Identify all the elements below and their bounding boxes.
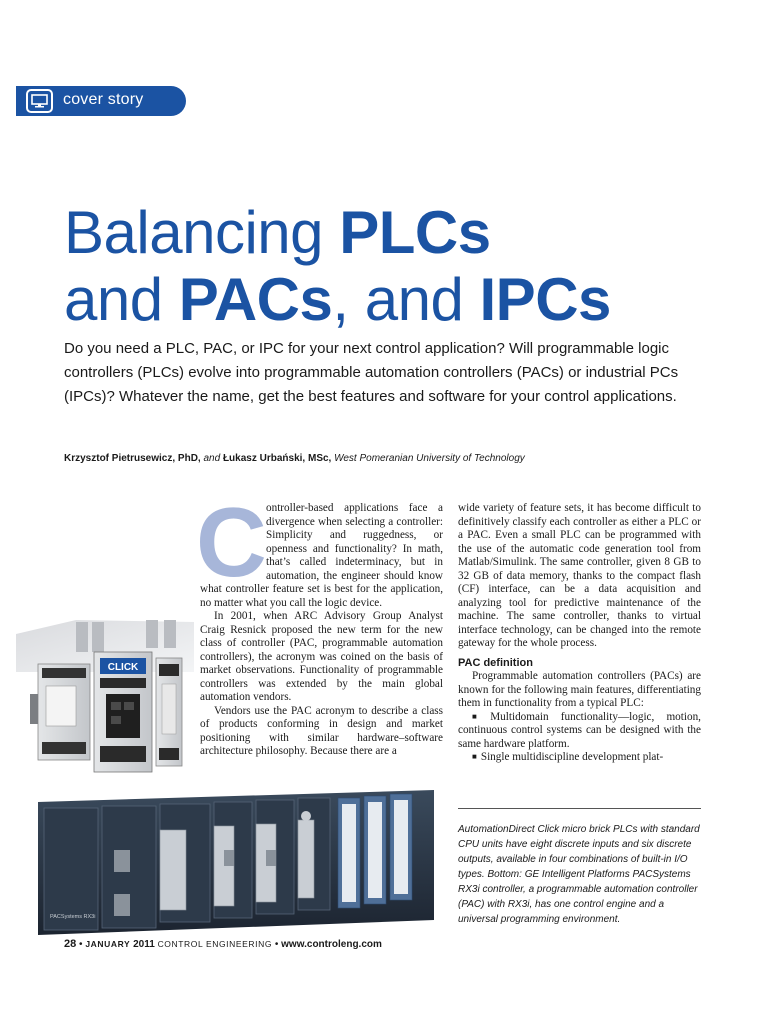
headline-light: and [64,266,179,333]
affiliation: West Pomeranian University of Technology [331,453,525,464]
drop-cap: C [196,487,267,597]
headline-line-1 [64,201,491,265]
issue-month: JANUARY [85,939,131,949]
paragraph: wide variety of feature sets, it has become difficult to definitively classify each controller as either a PLC or a PAC. Even a small PLC can be programmed with the use of the automatic code generation tool from Matlab/Simulink. The same controller, given 8 GB to 32 GB of data memory, thanks to the compact flash (CF) interface, can be a data acquisition and analyzing tool for predictive maintenance of the machine. The same controller, thanks to virtual interface technology, can be changed into the remote gateway for the whole process. [458,502,701,649]
headline-bold: PLCs [339,199,491,266]
issue-year: 2011 [133,939,155,950]
footer-separator: • [272,939,282,950]
subhead: PAC definition [458,656,533,669]
photo-caption: AutomationDirect Click micro brick PLCs with standard CPU units have eight discrete inputs and six discrete outputs, available in four combinations of built-in I/O types. Bottom: GE Intelligent Platforms PACSystems RX3i controller, a programmable automation controller (PAC) with RX3i, has one control engine and a universal programming environment. [458,824,700,925]
headline-bold: PACs [178,266,333,333]
section-tab [16,86,186,116]
magazine-name: CONTROL ENGINEERING [157,939,273,949]
website-url: www.controleng.com [281,939,382,950]
paragraph: Vendors use the PAC acronym to describe a class of products conforming in design and market positioning with similar hardware–software architecture philosophy. Because there are a [200,704,443,757]
byline-and: and [200,453,223,464]
paragraph: ontroller-based applications face a divergence when selecting a controller: Simplicity and ruggedness, or openness and functionality? In math, that’s called indeterminacy, but in automation, the engineer should know what controller feature set is best for the application, no matter what you call the logic device. [200,502,443,609]
ge-product-label: PACSystems RX3i [50,914,96,920]
bullet-item: ■ Single multidiscipline development plat- [458,751,701,765]
headline-light: , and [332,266,480,333]
headline-line-2 [64,268,611,332]
page-number: 28 [64,938,77,950]
bullet-item: ■ Multidomain functionality—logic, motion, continuous control systems can be designed with the same hardware platform. [458,711,701,752]
page-footer [64,938,382,950]
byline [64,453,525,464]
caption-divider [458,808,701,809]
headline-light: Balancing [64,199,340,266]
body-column-2 [458,502,701,765]
paragraph: In 2001, when ARC Advisory Group Analyst Craig Resnick proposed the new term for the new class of controller (PAC, programmable automation controllers), the acronym was coined on the basis of market observations. Functionality of programmable controllers was extended by the main global automation vendors. [200,610,443,703]
paragraph: Programmable automation controllers (PACs) are known for the following main features, differentiating them in functionality from a typical PLC: [458,670,701,709]
ge-rx3i-photo [38,790,434,935]
section-label: cover story [63,91,144,108]
body-column-1 [196,487,443,759]
headline-bold: IPCs [479,266,611,333]
author-1: Krzysztof Pietrusewicz, PhD, [64,453,201,464]
click-plc-photo [16,612,194,788]
monitor-icon [26,89,53,113]
deck-text: Do you need a PLC, PAC, or IPC for your next control application? Will programmable logic controllers (PLCs) evolve into programmable automation controllers (PACs) or industrial PCs (IPCs)? Whatever the name, get the best features and software for your control applications. [64,340,679,405]
click-brand-label: CLICK [107,662,139,673]
author-2: Łukasz Urbański, MSc, [222,453,332,464]
footer-separator: • [76,939,86,950]
